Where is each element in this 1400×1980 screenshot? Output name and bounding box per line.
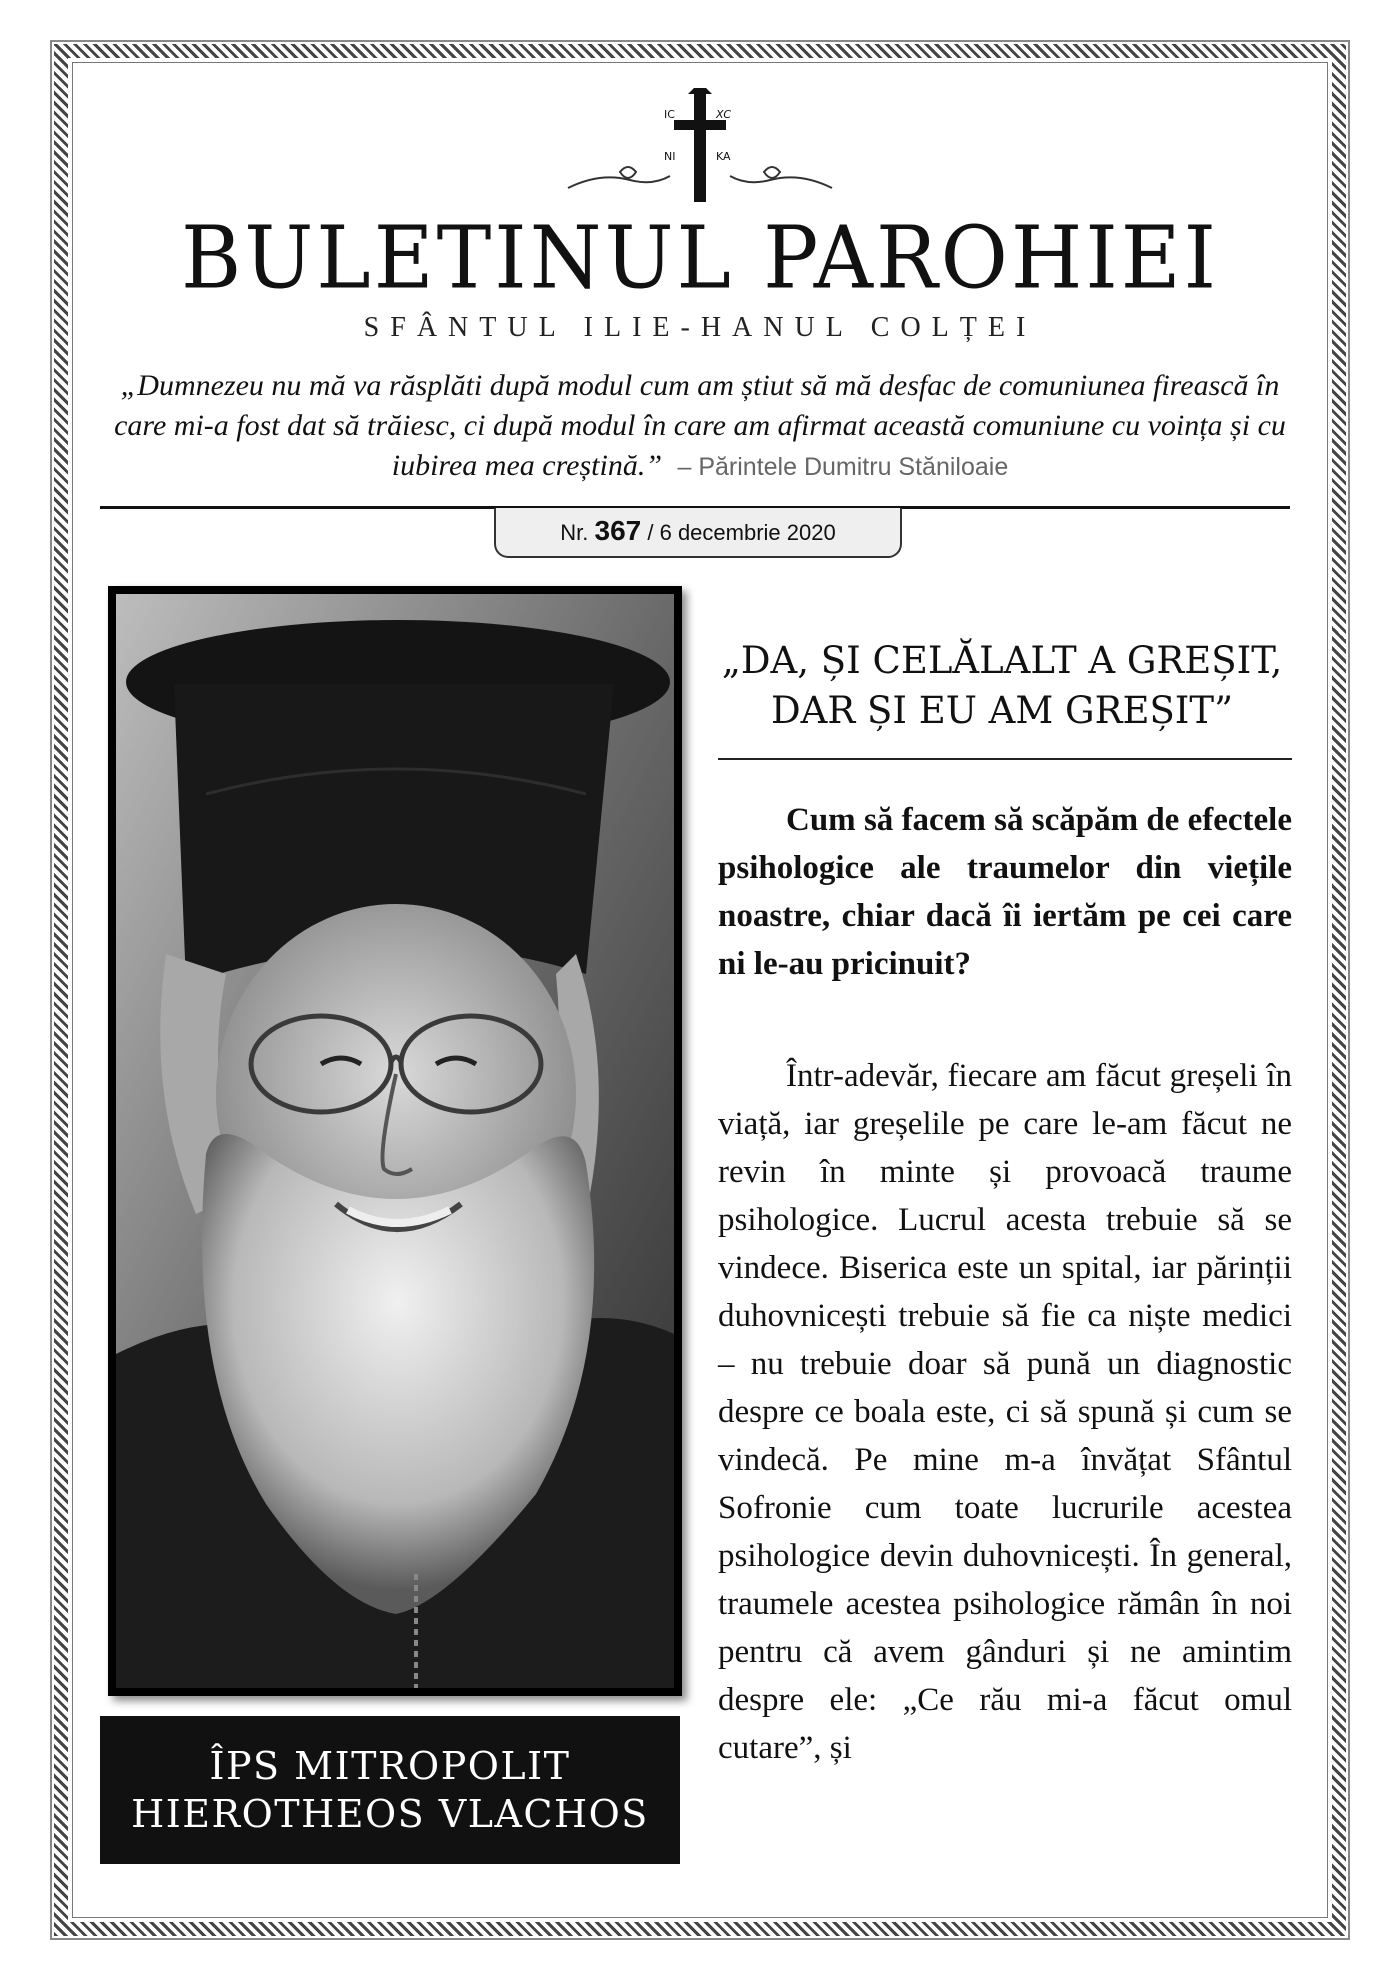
cross-letter-xc: XC: [716, 108, 732, 121]
issue-date: / 6 decembrie 2020: [647, 520, 836, 545]
article-title: [712, 636, 1292, 736]
quote-author: – Părintele Dumitru Stăniloaie: [677, 453, 1009, 481]
article-divider: [718, 758, 1292, 760]
issue-tab: [494, 508, 902, 558]
article-body: Într-adevăr, fiecare am făcut greșeli în viață, iar greșelile pe care le-am făcut ne revin în minte și provoacă traume psihologice. Lucrul acesta trebuie să se vindece. Biserica este un spital, iar părinții duhovnicești trebuie să fie ca niște medici – nu trebuie doar să pună un diagnostic despre ce boala este, ci să spună și cum se vindecă. Pe mine m-a învățat Sfântul Sofronie cum toate lucrurile acestea psihologice devin duhovnicești. În general, traumele acestea psihologice rămân în noi pentru că avem gânduri și ne amintim despre ele: „Ce rău mi-a făcut omul cutare”, și: [718, 1058, 1292, 1766]
portrait-photo: [108, 586, 682, 1696]
header-quote: [100, 366, 1300, 487]
orthodox-cross-icon: [560, 88, 840, 208]
article-title-line-1: „DA, ȘI CELĂLALT A GREȘIT,: [721, 639, 1283, 682]
portrait-caption: [100, 1716, 680, 1864]
cross-letter-ni: NI: [664, 150, 676, 163]
issue-prefix: Nr.: [560, 520, 589, 545]
cross-letter-ka: KA: [716, 150, 731, 163]
parish-name: SFÂNTUL ILIE-HANUL COLȚEI: [363, 312, 1037, 343]
article-title-line-2: DAR ȘI EU AM GREȘIT”: [770, 689, 1234, 732]
caption-line-2: HIEROTHEOS VLACHOS: [131, 1792, 649, 1836]
caption-line-1: ÎPS MITROPOLIT: [209, 1744, 571, 1788]
quote-text: „Dumnezeu nu mă va răsplăti după modul cum am știut să mă desfac de comuniunea firească în care mi-a fost dat să trăiesc, ci după modul în care am afirmat această comuniune cu voința și cu iubirea mea creștină.”: [114, 369, 1286, 482]
bulletin-title: BULETINUL PAROHIEI: [180, 208, 1220, 309]
cross-letter-ic: IC: [664, 108, 675, 121]
issue-number: 367: [594, 515, 642, 546]
portrait-illustration: [116, 594, 674, 1688]
article-lead-question: Cum să facem să scăpăm de efectele psihologice ale traumelor din viețile noastre, chiar dacă îi iertăm pe cei care ni le-au pricinuit?: [718, 802, 1292, 982]
